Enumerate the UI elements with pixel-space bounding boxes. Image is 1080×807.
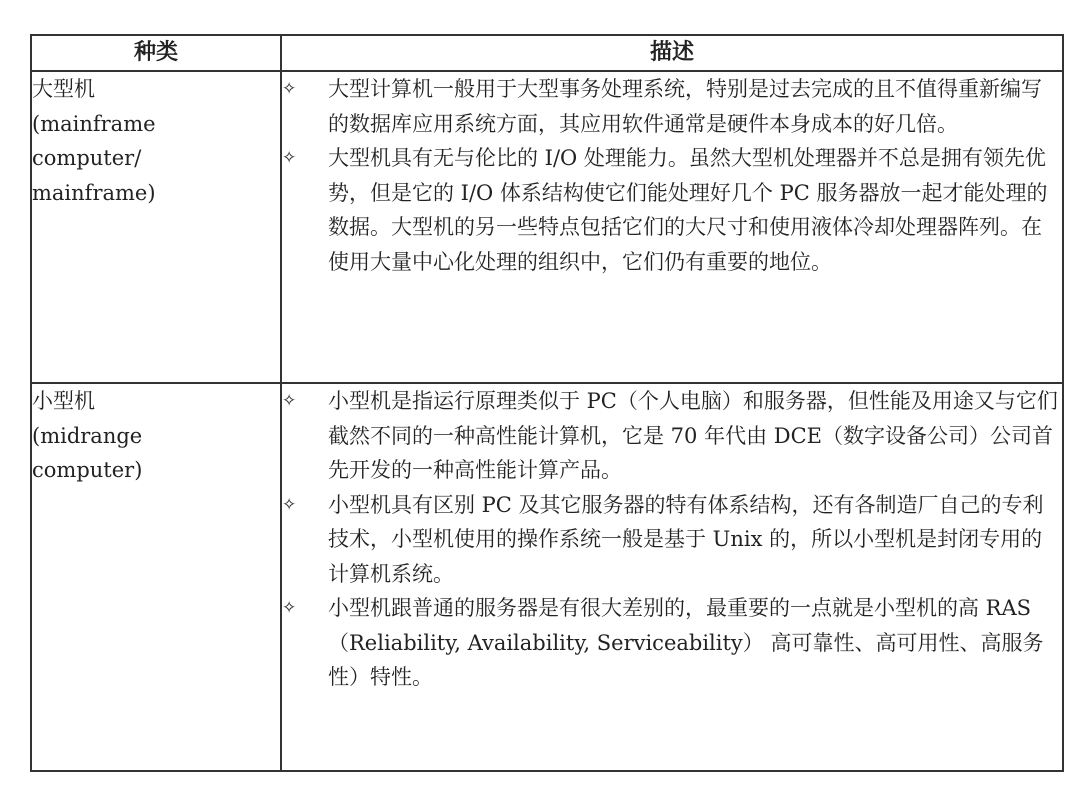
- bullet-star-icon: ✧: [282, 391, 297, 411]
- bullet-star-icon: ✧: [282, 494, 297, 515]
- bullet-text: 小型机跟普通的服务器是有很大差别的，最重要的一点就是小型机的高 RAS（Reliability, Availability, Serviceability） 高可靠性、高可用性、高服务性）特性。: [328, 596, 1044, 689]
- header-description: 描述: [281, 35, 1063, 71]
- bullet-text: 大型计算机一般用于大型事务处理系统，特别是过去完成的且不值得重新编写的数据库应用系统方面，其应用软件通常是硬件本身成本的好几倍。: [328, 77, 1042, 136]
- table-row: [31, 383, 1063, 771]
- bullet-text: 小型机是指运行原理类似于 PC（个人电脑）和服务器，但性能及用途又与它们截然不同的一种高性能计算机，它是 70 年代由 DCE（数字设备公司）公司首先开发的一种高性能计算产品。: [328, 389, 1058, 482]
- kind-line: 大型机: [32, 77, 95, 101]
- description-cell: [281, 71, 1063, 383]
- bullet-item: [282, 591, 1062, 695]
- kind-line: computer): [32, 458, 143, 482]
- kind-cell: [31, 71, 281, 383]
- kind-line: mainframe): [32, 180, 156, 205]
- kind-line: (mainframe: [32, 111, 156, 136]
- bullet-item: [282, 488, 1062, 592]
- comparison-table: [30, 34, 1064, 772]
- kind-line: 小型机: [32, 389, 95, 413]
- bullet-item: [282, 141, 1062, 279]
- kind-line: computer/: [32, 146, 142, 170]
- bullet-star-icon: ✧: [282, 148, 297, 168]
- header-row: [31, 35, 1063, 71]
- table-row: [31, 71, 1063, 383]
- bullet-text: 大型机具有无与伦比的 I/O 处理能力。虽然大型机处理器并不总是拥有领先优势，但是它的 I/O 体系结构使它们能处理好几个 PC 服务器放一起才能处理的数据。大型机的另一些特点包括它们的大尺寸和使用液体冷却处理器阵列。在使用大量中心化处理的组织中，它们仍有重要的地位。: [328, 146, 1048, 274]
- bullet-item: [282, 384, 1062, 488]
- bullet-item: [282, 72, 1062, 141]
- description-cell: [281, 383, 1063, 771]
- kind-cell: [31, 383, 281, 771]
- bullet-star-icon: ✧: [282, 598, 297, 618]
- bullet-star-icon: ✧: [282, 79, 297, 99]
- kind-line: (midrange: [32, 423, 143, 448]
- header-kind: 种类: [31, 35, 281, 71]
- bullet-text: 小型机具有区别 PC 及其它服务器的特有体系结构，还有各制造厂自己的专利技术，小型机使用的操作系统一般是基于 Unix 的，所以小型机是封闭专用的计算机系统。: [328, 492, 1044, 586]
